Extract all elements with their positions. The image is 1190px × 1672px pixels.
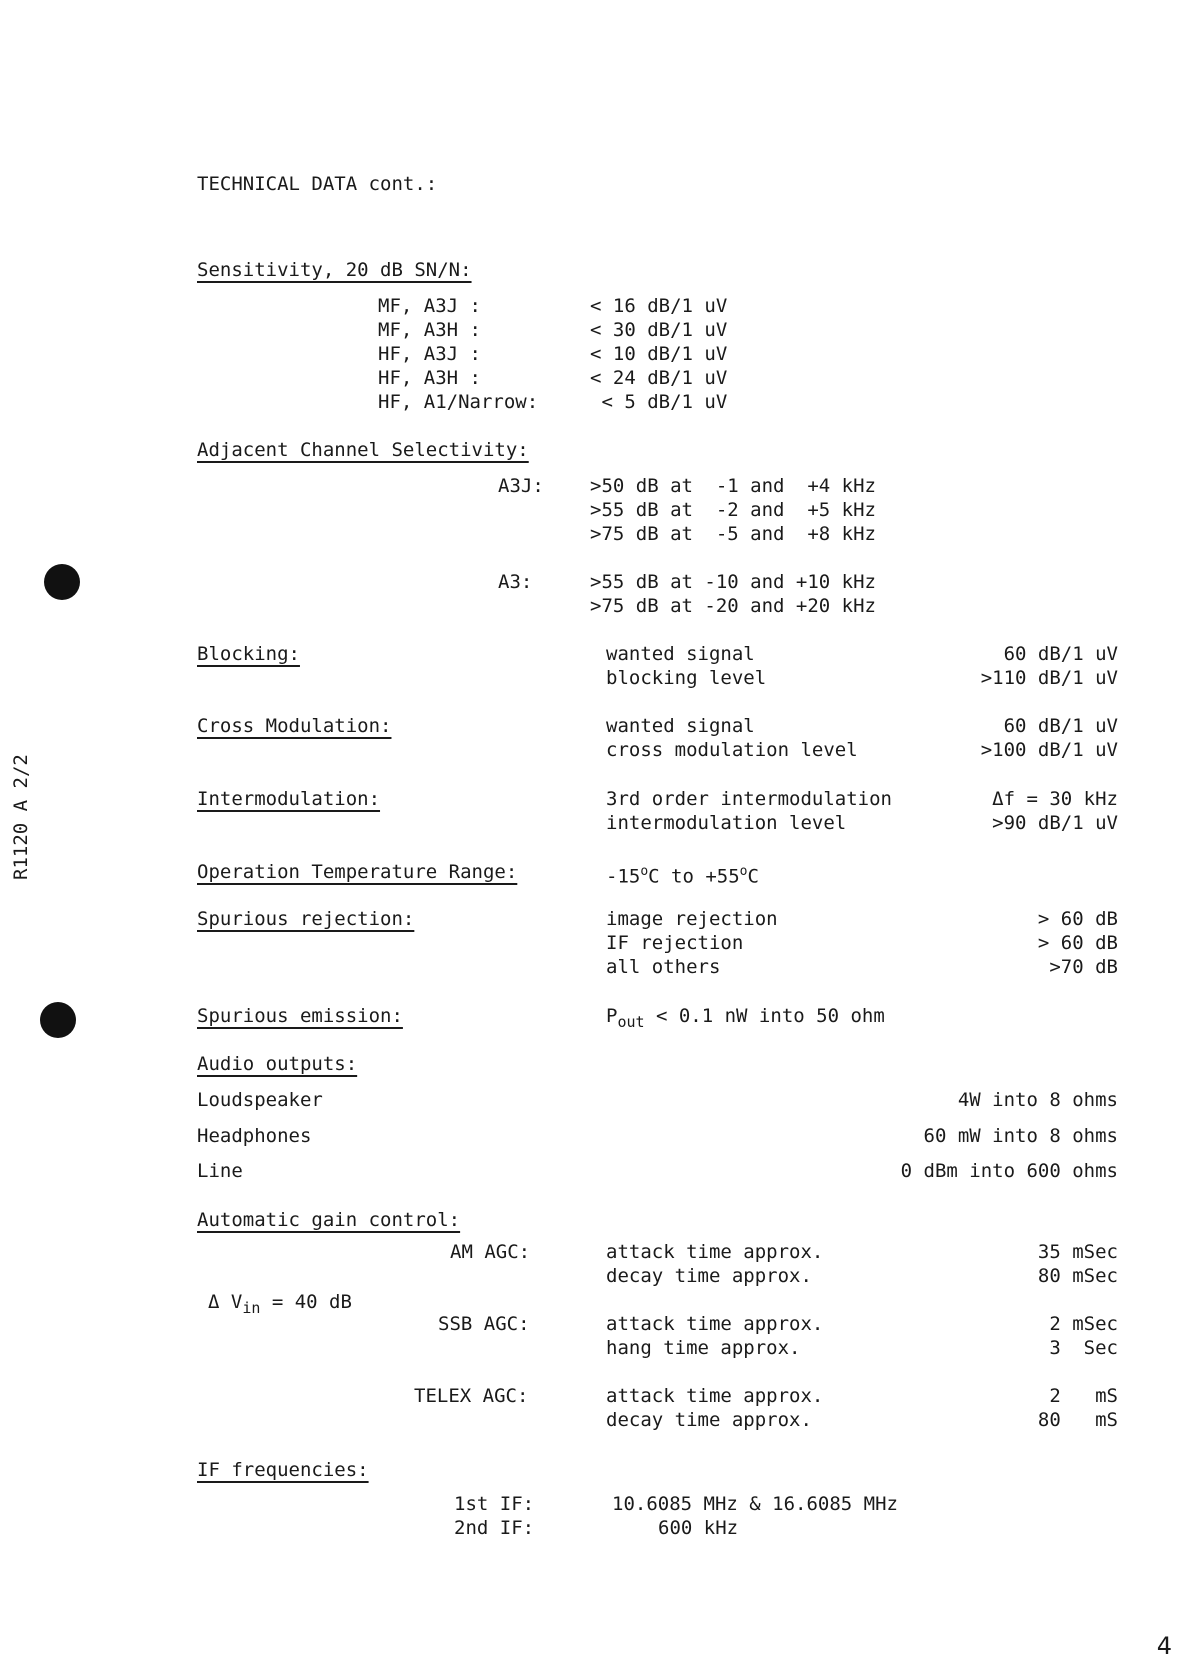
sprej-value: > 60 dB <box>1037 932 1118 954</box>
if1-value: 10.6085 MHz & 16.6085 MHz <box>612 1493 898 1515</box>
page-title: TECHNICAL DATA cont.: <box>197 173 438 195</box>
cross-value: >100 dB/1 uV <box>980 739 1118 761</box>
sprej-label: image rejection <box>606 908 778 930</box>
audio-label: Line <box>197 1160 243 1182</box>
sprej-label: IF rejection <box>606 932 744 954</box>
delta-vin: Δ $V_{in} = 40$ dB <box>208 1291 352 1317</box>
telex-agc-label: TELEX AGC: <box>414 1385 529 1407</box>
audio-value: 4W into 8 ohms <box>957 1089 1118 1111</box>
if2-value: 600 kHz <box>658 1517 739 1539</box>
sens-value: < 24 dB/1 uV <box>590 367 728 389</box>
audio-label: Headphones <box>197 1125 312 1147</box>
if-heading: IF frequencies: <box>197 1459 369 1481</box>
audio-label: Loudspeaker <box>197 1089 323 1111</box>
sprej-value: > 60 dB <box>1037 908 1118 930</box>
agc-value: 3 Sec <box>1049 1337 1118 1359</box>
a3j-row: >50 dB at -1 and +4 kHz <box>590 475 876 497</box>
sensitivity-heading: Sensitivity, 20 dB SN/N: <box>197 259 472 281</box>
temp-value: -15$^o$C to $+55^oC$ <box>606 864 759 888</box>
agc-label: decay time approx. <box>606 1265 812 1287</box>
punch-hole-top <box>44 564 80 600</box>
audio-heading: Audio outputs: <box>197 1053 358 1075</box>
side-label: R1120 A 2/2 <box>10 754 32 880</box>
sens-value: < 10 dB/1 uV <box>590 343 728 365</box>
intermod-heading: Intermodulation: <box>197 788 381 810</box>
intermod-label: intermodulation level <box>606 812 847 834</box>
blocking-value: >110 dB/1 uV <box>980 667 1118 689</box>
agc-label: decay time approx. <box>606 1409 812 1431</box>
audio-value: 0 dBm into 600 ohms <box>900 1160 1118 1182</box>
cross-label: wanted signal <box>606 715 755 737</box>
cross-value: 60 dB/1 uV <box>1003 715 1118 737</box>
agc-label: hang time approx. <box>606 1337 801 1359</box>
am-agc-label: AM AGC: <box>450 1241 531 1263</box>
adjacent-heading: Adjacent Channel Selectivity: <box>197 439 529 461</box>
sens-value: < 30 dB/1 uV <box>590 319 728 341</box>
sens-label: HF, A1/Narrow: <box>378 391 539 413</box>
spurious-rejection-heading: Spurious rejection: <box>197 908 415 930</box>
intermod-value: >90 dB/1 uV <box>992 812 1118 834</box>
spurious-emission-heading: Spurious emission: <box>197 1005 403 1027</box>
agc-heading: Automatic gain control: <box>197 1209 461 1231</box>
sens-label: HF, A3H : <box>378 367 481 389</box>
ssb-agc-label: SSB AGC: <box>438 1313 530 1335</box>
sens-label: HF, A3J : <box>378 343 481 365</box>
agc-value: 2 mS <box>1049 1385 1118 1407</box>
a3-row: >55 dB at -10 and +10 kHz <box>590 571 876 593</box>
agc-label: attack time approx. <box>606 1241 824 1263</box>
a3-label: A3: <box>498 571 533 593</box>
agc-label: attack time approx. <box>606 1313 824 1335</box>
agc-label: attack time approx. <box>606 1385 824 1407</box>
audio-value: 60 mW into 8 ohms <box>923 1125 1118 1147</box>
temp-heading: Operation Temperature Range: <box>197 861 518 883</box>
spem-value: $P_{out} < 0.1$ nW into 50 ohm <box>606 1005 885 1031</box>
a3j-row: >55 dB at -2 and +5 kHz <box>590 499 876 521</box>
agc-value: 2 mSec <box>1049 1313 1118 1335</box>
blocking-label: wanted signal <box>606 643 755 665</box>
agc-value: 80 mSec <box>1037 1265 1118 1287</box>
agc-value: 80 mS <box>1037 1409 1118 1431</box>
blocking-heading: Blocking: <box>197 643 300 665</box>
if2-label: 2nd IF: <box>454 1517 535 1539</box>
sens-value: < 5 dB/1 uV <box>590 391 728 413</box>
blocking-label: blocking level <box>606 667 767 689</box>
cross-label: cross modulation level <box>606 739 858 761</box>
a3j-label: A3J: <box>498 475 544 497</box>
agc-value: 35 mSec <box>1037 1241 1118 1263</box>
sens-label: MF, A3J : <box>378 295 481 317</box>
a3-row: >75 dB at -20 and +20 kHz <box>590 595 876 617</box>
a3j-row: >75 dB at -5 and +8 kHz <box>590 523 876 545</box>
page-number: 4 <box>1156 1632 1172 1660</box>
sens-label: MF, A3H : <box>378 319 481 341</box>
intermod-label: 3rd order intermodulation <box>606 788 892 810</box>
cross-heading: Cross Modulation: <box>197 715 392 737</box>
blocking-value: 60 dB/1 uV <box>1003 643 1118 665</box>
sens-value: < 16 dB/1 uV <box>590 295 728 317</box>
punch-hole-bottom <box>40 1002 76 1038</box>
if1-label: 1st IF: <box>454 1493 535 1515</box>
intermod-value: Δf = 30 kHz <box>992 788 1118 810</box>
sprej-value: >70 dB <box>1049 956 1118 978</box>
sprej-label: all others <box>606 956 721 978</box>
